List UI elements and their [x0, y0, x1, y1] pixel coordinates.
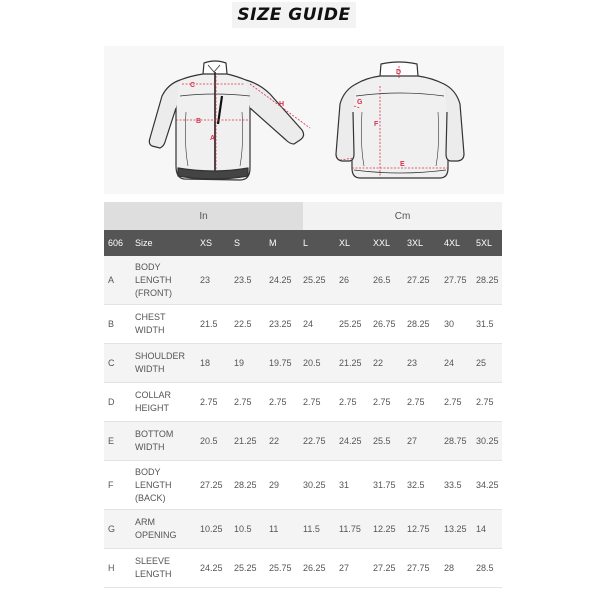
table-row: [104, 549, 502, 588]
table-cell: 24.25: [200, 563, 223, 573]
unit-tab-centimeters[interactable]: Cm: [303, 202, 502, 230]
jacket-diagrams: [104, 46, 504, 194]
table-cell: 31.75: [373, 480, 396, 490]
table-cell: 30.25: [476, 436, 499, 446]
table-cell: 25.75: [269, 563, 292, 573]
table-cell: 2.75: [234, 397, 252, 407]
header-size: 5XL: [476, 238, 493, 248]
row-description-line: WIDTH: [135, 364, 165, 374]
row-description-line: LENGTH: [135, 274, 172, 285]
table-cell: 12.25: [373, 524, 396, 534]
jacket-diagram-panel: [104, 46, 504, 194]
table-cell: 13.25: [444, 524, 467, 534]
table-cell: 22.75: [303, 436, 326, 446]
table-cell: 12.75: [407, 524, 430, 534]
row-code: B: [108, 319, 115, 329]
table-row: [104, 461, 502, 510]
table-row: [104, 422, 502, 461]
table-cell: 2.75: [200, 397, 218, 407]
unit-tabs: [104, 202, 502, 230]
unit-tab-inches[interactable]: In: [104, 202, 303, 230]
table-cell: 11: [269, 524, 279, 534]
row-description-line: WIDTH: [135, 442, 165, 452]
table-cell: 33.5: [444, 480, 462, 490]
table-cell: 26.25: [303, 563, 326, 573]
back-label-g: G: [357, 99, 363, 106]
table-cell: 19: [234, 358, 245, 368]
table-cell: 10.25: [200, 524, 223, 534]
table-cell: 27.75: [407, 563, 430, 573]
row-description-line: HEIGHT: [135, 403, 170, 413]
table-header-row: [104, 230, 502, 256]
table-cell: 29: [269, 480, 280, 490]
row-description-line: BODY: [135, 466, 161, 477]
table-cell: 20.5: [200, 436, 218, 446]
row-description: [135, 466, 200, 505]
row-code: H: [108, 563, 115, 573]
table-cell: 27: [339, 563, 350, 573]
table-cell: 27: [407, 436, 418, 446]
table-row: [104, 305, 502, 344]
front-label-h: H: [279, 101, 285, 108]
table-cell: 22: [373, 358, 384, 368]
back-label-d: D: [396, 69, 402, 76]
table-cell: 28.25: [407, 319, 430, 329]
header-size: 3XL: [407, 238, 424, 248]
table-cell: 20.5: [303, 358, 321, 368]
table-cell: 2.75: [407, 397, 425, 407]
table-cell: 27.25: [373, 563, 396, 573]
table-cell: 27.75: [444, 275, 467, 285]
back-label-f: F: [374, 121, 379, 128]
table-cell: 25.25: [234, 563, 257, 573]
row-description: [135, 261, 200, 300]
table-cell: 31.5: [476, 319, 494, 329]
table-cell: 23.25: [269, 319, 292, 329]
header-size-label: Size: [135, 237, 153, 248]
table-cell: 21.25: [339, 358, 362, 368]
title-banner: [232, 2, 356, 28]
row-description-line: WIDTH: [135, 325, 165, 335]
table-cell: 23: [407, 358, 418, 368]
table-cell: 28.25: [476, 275, 499, 285]
table-cell: 23: [200, 275, 211, 285]
header-size: XXL: [373, 238, 391, 248]
row-description-line: BOTTOM: [135, 429, 174, 439]
table-row: [104, 256, 502, 305]
table-cell: 19.75: [269, 358, 292, 368]
row-code: A: [108, 275, 115, 285]
table-row: [104, 383, 502, 422]
row-code: D: [108, 397, 115, 407]
table-cell: 28: [444, 563, 455, 573]
table-cell: 25.25: [339, 319, 362, 329]
row-code: E: [108, 436, 115, 446]
row-description-line: LENGTH: [135, 479, 172, 490]
row-description: [135, 311, 200, 337]
header-size: M: [269, 238, 277, 248]
table-cell: 34.25: [476, 480, 499, 490]
table-cell: 22.5: [234, 319, 252, 329]
front-label-a: A: [210, 135, 216, 142]
table-cell: 25.5: [373, 436, 391, 446]
row-description: [135, 555, 200, 581]
table-cell: 26: [339, 275, 350, 285]
row-description-line: SHOULDER: [135, 351, 186, 361]
header-product-code: 606: [108, 238, 124, 248]
table-cell: 25.25: [303, 275, 326, 285]
header-size: 4XL: [444, 238, 461, 248]
table-cell: 24.25: [269, 275, 292, 285]
table-cell: 11.5: [303, 524, 320, 534]
table-cell: 2.75: [339, 397, 357, 407]
header-size: S: [234, 238, 241, 248]
table-cell: 28.5: [476, 563, 494, 573]
table-cell: 2.75: [303, 397, 321, 407]
table-cell: 21.5: [200, 319, 218, 329]
table-cell: 31: [339, 480, 350, 490]
table-cell: 24.25: [339, 436, 362, 446]
row-code: F: [108, 480, 114, 490]
table-cell: 2.75: [476, 397, 494, 407]
header-size: L: [303, 238, 309, 248]
front-label-b: B: [196, 118, 202, 125]
table-cell: 14: [476, 524, 487, 534]
row-description-line: BODY: [135, 261, 161, 272]
table-cell: 24: [444, 358, 455, 368]
front-label-c: C: [190, 82, 196, 89]
table-cell: 24: [303, 319, 314, 329]
table-cell: 21.25: [234, 436, 257, 446]
row-code: G: [108, 524, 116, 534]
page-title: SIZE GUIDE: [237, 5, 351, 25]
back-label-e: E: [400, 161, 405, 168]
row-code: C: [108, 358, 115, 368]
table-cell: 23.5: [234, 275, 252, 285]
row-description: [135, 350, 200, 376]
row-description-line: SLEEVE: [135, 556, 171, 566]
row-description-line: LENGTH: [135, 569, 172, 579]
row-description-line: ARM: [135, 517, 155, 527]
header-size: XL: [339, 238, 351, 248]
table-cell: 25: [476, 358, 487, 368]
size-table: [104, 202, 502, 588]
table-cell: 32.5: [407, 480, 425, 490]
table-cell: 28.25: [234, 480, 257, 490]
row-description-line: CHEST: [135, 312, 166, 322]
row-description-line: (FRONT): [135, 287, 172, 298]
row-description: [135, 389, 200, 415]
table-cell: 26.75: [373, 319, 396, 329]
table-cell: 2.75: [269, 397, 287, 407]
row-description-line: OPENING: [135, 530, 177, 540]
row-description: [135, 428, 200, 454]
table-cell: 10.5: [234, 524, 252, 534]
table-row: [104, 510, 502, 549]
row-description: [135, 516, 200, 542]
table-cell: 26.5: [373, 275, 391, 285]
row-description-line: (BACK): [135, 492, 166, 503]
front-jacket-illustration: [149, 61, 303, 180]
table-cell: 22: [269, 436, 280, 446]
table-row: [104, 344, 502, 383]
header-size: XS: [200, 238, 213, 248]
table-cell: 27.25: [200, 480, 223, 490]
table-cell: 18: [200, 358, 211, 368]
table-cell: 30.25: [303, 480, 326, 490]
table-cell: 27.25: [407, 275, 430, 285]
row-description-line: COLLAR: [135, 390, 172, 400]
table-cell: 11.75: [339, 524, 361, 534]
table-cell: 30: [444, 319, 455, 329]
table-cell: 28.75: [444, 436, 467, 446]
table-cell: 2.75: [373, 397, 391, 407]
table-cell: 2.75: [444, 397, 462, 407]
